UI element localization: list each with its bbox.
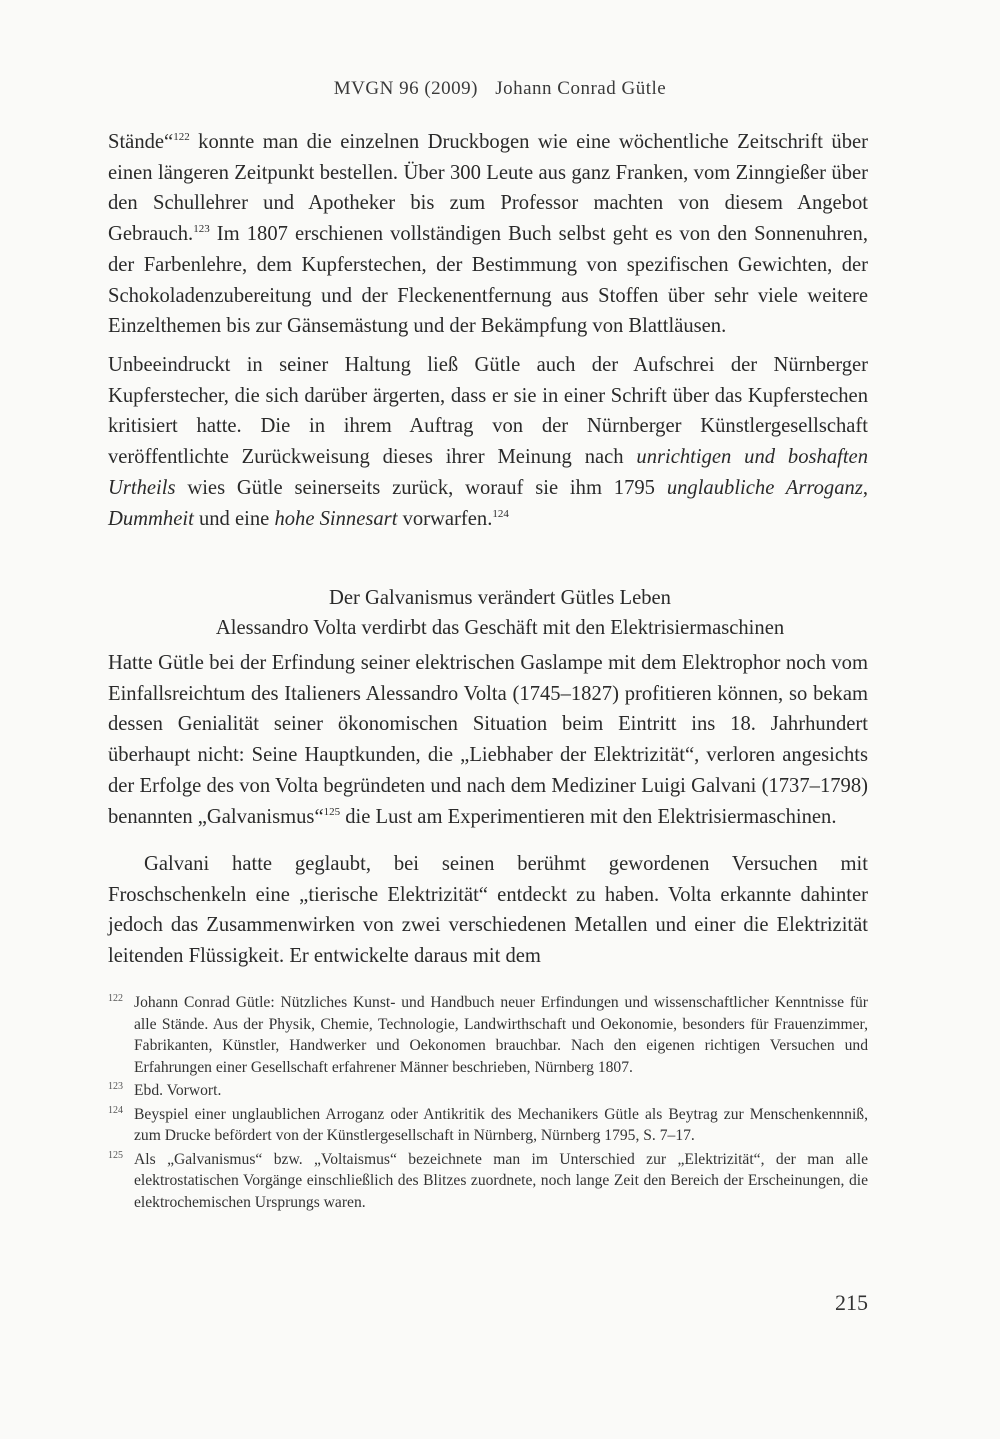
footnote-number: 122 <box>108 993 123 1004</box>
p2-italic-2: unglaubliche Arroganz <box>666 476 863 499</box>
footnote-number: 125 <box>108 1149 123 1161</box>
p2-text-b: wies Gütle seinerseits zurück, worauf sie ihm 1795 <box>175 476 667 499</box>
p3-text-b: die Lust am Experimentieren mit den Elektrisiermaschinen. <box>340 805 837 828</box>
section-heading <box>0 583 1000 643</box>
p2-text-d: und eine <box>193 507 275 530</box>
p2-text-a: Unbeeindruckt in seiner Haltung ließ Gütle auch der Aufschrei der Nürnberger Kupferstecher, die sich darüber ärgerten, dass er sie in einer Schrift über das Kupferstechen kritisiert hatte. Die in ihrem Auftrag von der Nürnberger Künstlergesellschaft veröffentlichte Zurückweisung dieses ihrer Meinung nach <box>108 354 868 469</box>
p1-text-a: Stände“ <box>108 131 174 153</box>
footnote <box>108 1149 868 1214</box>
footnote-text: Ebd. Vorwort. <box>134 1082 222 1099</box>
p2-italic-3: Dummheit <box>108 507 194 530</box>
footnote <box>108 1080 868 1102</box>
p1-text-c: Im 1807 erschienen vollständigen Buch selbst geht es von den Sonnenuhren, der Farbenlehre, dem Kupferstechen, der Bestimmung von spezifischen Gewichten, der Schokoladenzubereitung und der Fleckenentfernung aus Stoffen über sehr viele weitere Einzelthemen bis zur Gänsemästung und der Bekämpfung von Blattläusen. <box>108 223 868 338</box>
paragraph-1 <box>108 127 868 342</box>
paragraph-3 <box>108 648 868 832</box>
section-title: Der Galvanismus verändert Gütles Leben <box>329 587 671 609</box>
p4-text-a: Galvani hatte geglaubt, bei seinen berühmt gewordenen Versuchen mit Froschschenkeln eine „tierische Elektrizität“ entdeckt zu haben. Volta erkannte dahinter jedoch das Zusammenwirken von zwei verschiedenen Metallen und einer die Elektrizität leitenden Flüssigkeit. Er entwickelte daraus mit dem <box>108 853 868 968</box>
p2-text-e: vorwarfen. <box>397 507 493 530</box>
running-header <box>0 78 1000 100</box>
p2-italic-4: hohe Sinnesart <box>274 507 398 530</box>
p2-text-c: , <box>862 476 868 499</box>
footnote-ref-125: 125 <box>323 805 341 818</box>
footnote-number: 124 <box>108 1104 123 1116</box>
footnote-number: 123 <box>108 1081 123 1092</box>
p2-italic-1: unrichtigen und boshaften Urtheils <box>108 446 868 499</box>
footnote <box>108 1104 868 1147</box>
journal-ref: MVGN 96 (2009) <box>333 78 478 99</box>
header-author: Johann Conrad Gütle <box>495 78 667 99</box>
footnotes <box>108 992 868 1215</box>
section-subtitle: Alessandro Volta verdirbt das Geschäft mit den Elektrisiermaschinen <box>215 617 785 639</box>
footnote-ref-123: 123 <box>193 223 210 236</box>
p3-text-a: Hatte Gütle bei der Erfindung seiner elektrischen Gaslampe mit dem Elektrophor noch vom Einfallsreichtum des Italieners Alessandro Volta (1745–1827) profitieren können, so bekam dessen Genialität seiner ökonomischen Situation beim Eintritt ins 18. Jahrhundert überhaupt nicht: Seine Hauptkunden, die „Liebhaber der Elektrizität“, verloren angesichts der Erfolge des von Volta begründeten und nach dem Mediziner Luigi Galvani (1737–1798) benannten „Galvanismus“ <box>108 652 868 828</box>
footnote-ref-124: 124 <box>492 507 509 520</box>
footnote-text: Johann Conrad Gütle: Nützliches Kunst- und Handbuch neuer Erfindungen und wissenschaftlicher Kenntnisse für alle Stände. Aus der Physik, Chemie, Technologie, Landwirthschaft und Oekonomie, besonders für Frauenzimmer, Fabrikanten, Künstler, Handwerker und Oekonomen brauchbar. Nach den eigenen richtigen Versuchen und Erfahrungen einer Gesellschaft erfahrener Männer beschrieben, Nürnberg 1807. <box>134 994 868 1076</box>
footnote <box>108 992 868 1078</box>
p1-text-b: konnte man die einzelnen Druckbogen wie eine wöchentliche Zeitschrift über einen längeren Zeitpunkt bestellen. Über 300 Leute aus ganz Franken, vom Zinngießer über den Schullehrer und Apotheker bis zum Professor machten von diesem Angebot Gebrauch. <box>108 131 868 246</box>
page-number: 215 <box>835 1290 868 1315</box>
footnote-text: Als „Galvanismus“ bzw. „Voltaismus“ bezeichnete man im Unterschied zur „Elektrizität“, der man alle elektrostatischen Vorgänge einschließlich des Blitzes zuordnete, noch lange Zeit den Bereich der Erscheinungen, die elektrochemischen Ursprungs waren. <box>134 1150 868 1211</box>
footnote-ref-122: 122 <box>173 131 190 144</box>
paragraph-2 <box>108 350 868 534</box>
footnote-text: Beyspiel einer unglaublichen Arroganz oder Antikritik des Mechanikers Gütle als Beytrag zur Menschenkennniß, zum Drucke befördert von der Künstlergesellschaft in Nürnberg, Nürnberg 1795, S. 7–17. <box>134 1105 868 1144</box>
paragraph-4 <box>108 849 868 972</box>
